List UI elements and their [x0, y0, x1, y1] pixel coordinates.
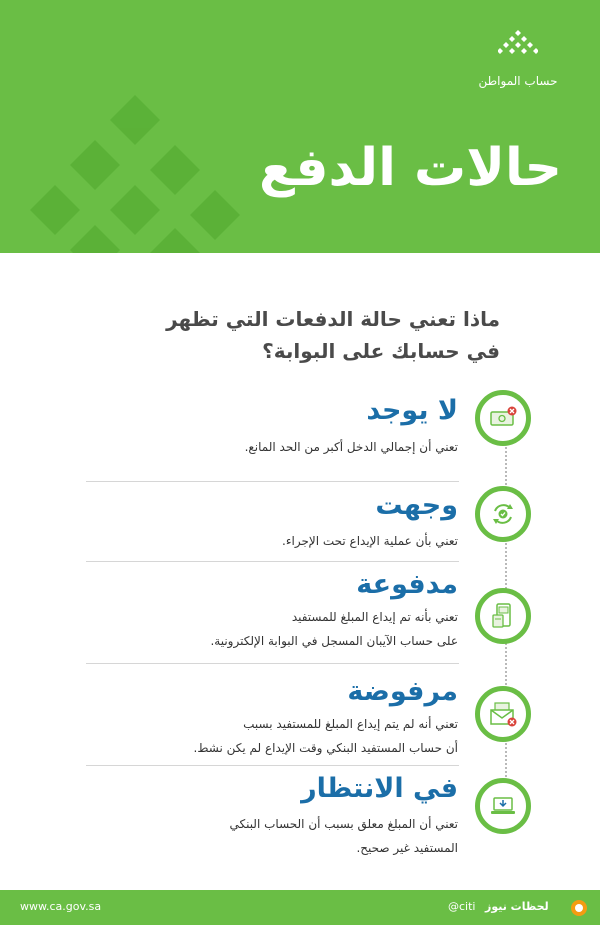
status-description: تعني بأنه تم إيداع المبلغ للمستفيد: [291, 610, 458, 624]
status-icon-circle: [475, 686, 531, 742]
money-x-icon: [488, 403, 518, 433]
logo-text: حساب المواطن: [478, 74, 558, 88]
status-title: لا يوجد: [366, 395, 458, 426]
header-banner: [0, 0, 600, 253]
divider: [86, 481, 459, 482]
status-description: أن حساب المستفيد البنكي وقت الإيداع لم يكن نشط.: [193, 741, 458, 755]
divider: [86, 561, 459, 562]
footer-bar: [0, 890, 600, 925]
status-icon-circle: [475, 778, 531, 834]
website-link[interactable]: www.ca.gov.sa: [20, 900, 102, 913]
news-logo-icon: [570, 899, 588, 917]
intro-question: [60, 303, 500, 367]
citizen-account-logo: [458, 30, 578, 88]
watermark-text: لحظات نيوز: [484, 900, 549, 913]
status-description: تعني أن المبلغ معلق بسبب أن الحساب البنكي: [229, 817, 458, 831]
status-title: في الانتظار: [301, 773, 458, 804]
status-description: على حساب الآيبان المسجل في البوابة الإلكترونية.: [210, 634, 458, 648]
laptop-pending-icon: [488, 791, 518, 821]
status-title: مرفوضة: [347, 676, 458, 707]
status-title: وجهت: [375, 490, 458, 521]
processing-icon: [488, 499, 518, 529]
status-description: تعني أن إجمالي الدخل أكبر من الحد المانع.: [244, 440, 458, 454]
social-handle-text: @citi: [448, 900, 476, 913]
question-line-1: ماذا تعني حالة الدفعات التي تظهر: [166, 307, 500, 331]
divider: [86, 663, 459, 664]
status-icon-circle: [475, 390, 531, 446]
page-title: حالات الدفع: [258, 138, 562, 198]
status-description: المستفيد غير صحيح.: [356, 841, 458, 855]
status-icon-circle: [475, 486, 531, 542]
status-title: مدفوعة: [356, 569, 458, 600]
status-description: تعني بأن عملية الإيداع تحت الإجراء.: [282, 534, 458, 548]
decorative-diamonds: [0, 0, 300, 253]
status-description: تعني أنه لم يتم إيداع المبلغ للمستفيد بسبب: [243, 717, 458, 731]
social-handle: [448, 900, 549, 913]
logo-mark-icon: [498, 30, 538, 64]
status-icon-circle: [475, 588, 531, 644]
card-atm-icon: [488, 601, 518, 631]
question-line-2: في حسابك على البوابة؟: [262, 339, 500, 363]
envelope-x-icon: [488, 699, 518, 729]
divider: [86, 765, 459, 766]
